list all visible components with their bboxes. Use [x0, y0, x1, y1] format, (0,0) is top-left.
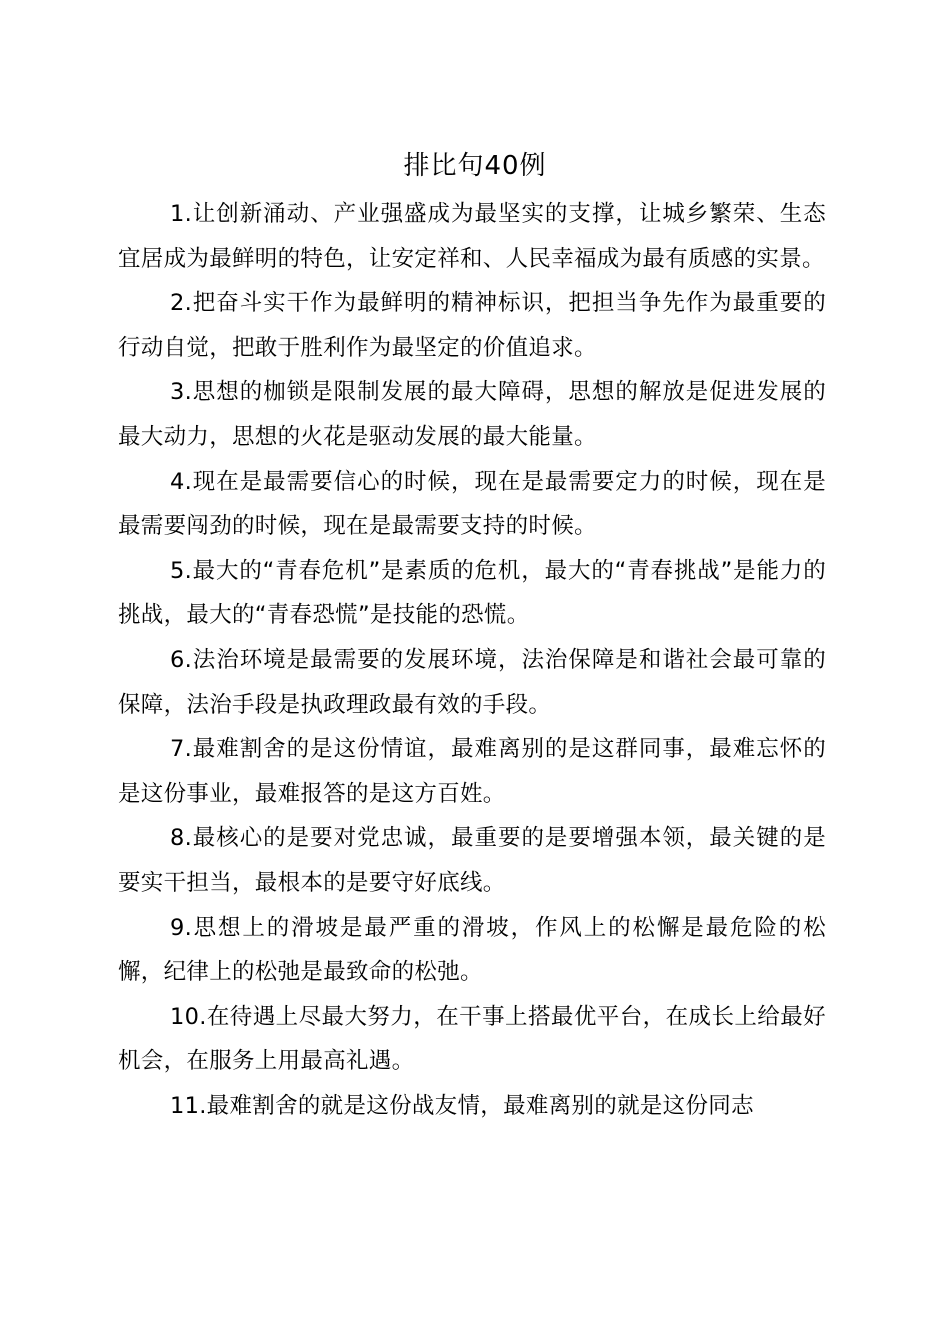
paragraph-6: 6.法治环境是最需要的发展环境，法治保障是和谐社会最可靠的保障，法治手段是执政理政最有效的手段。	[118, 646, 826, 718]
paragraph-1: 1.让创新涌动、产业强盛成为最坚实的支撑，让城乡繁荣、生态宜居成为最鲜明的特色，让安定祥和、人民幸福成为最有质感的实景。	[118, 201, 826, 272]
paragraph-3: 3.思想的枷锁是限制发展的最大障碍，思想的解放是促进发展的最大动力，思想的火花是驱动发展的最大能量。	[118, 379, 826, 450]
document-body	[118, 192, 826, 1128]
paragraph-4: 4.现在是最需要信心的时候，现在是最需要定力的时候，现在是最需要闯劲的时候，现在是最需要支持的时候。	[118, 468, 826, 540]
paragraph-7: 7.最难割舍的是这份情谊，最难离别的是这群同事，最难忘怀的是这份事业，最难报答的是这方百姓。	[118, 736, 826, 807]
paragraph-2: 2.把奋斗实干作为最鲜明的精神标识，把担当争先作为最重要的行动自觉，把敢于胜利作为最坚定的价值追求。	[118, 290, 826, 361]
paragraph-10: 10.在待遇上尽最大努力，在干事上搭最优平台，在成长上给最好机会，在服务上用最高礼遇。	[118, 1003, 826, 1075]
paragraph-8: 8.最核心的是要对党忠诚，最重要的是要增强本领，最关键的是要实干担当，最根本的是要守好底线。	[118, 825, 826, 896]
paragraph-5: 5.最大的“青春危机”是素质的危机，最大的“青春挑战”是能力的挑战，最大的“青春恐慌”是技能的恐慌。	[118, 557, 826, 629]
paragraph-11: 11.最难割舍的就是这份战友情，最难离别的就是这份同志	[170, 1092, 754, 1119]
document-title: 排比句40例	[403, 151, 547, 181]
paragraph-9: 9.思想上的滑坡是最严重的滑坡，作风上的松懈是最危险的松懈，纪律上的松弛是最致命的松弛。	[118, 914, 826, 986]
